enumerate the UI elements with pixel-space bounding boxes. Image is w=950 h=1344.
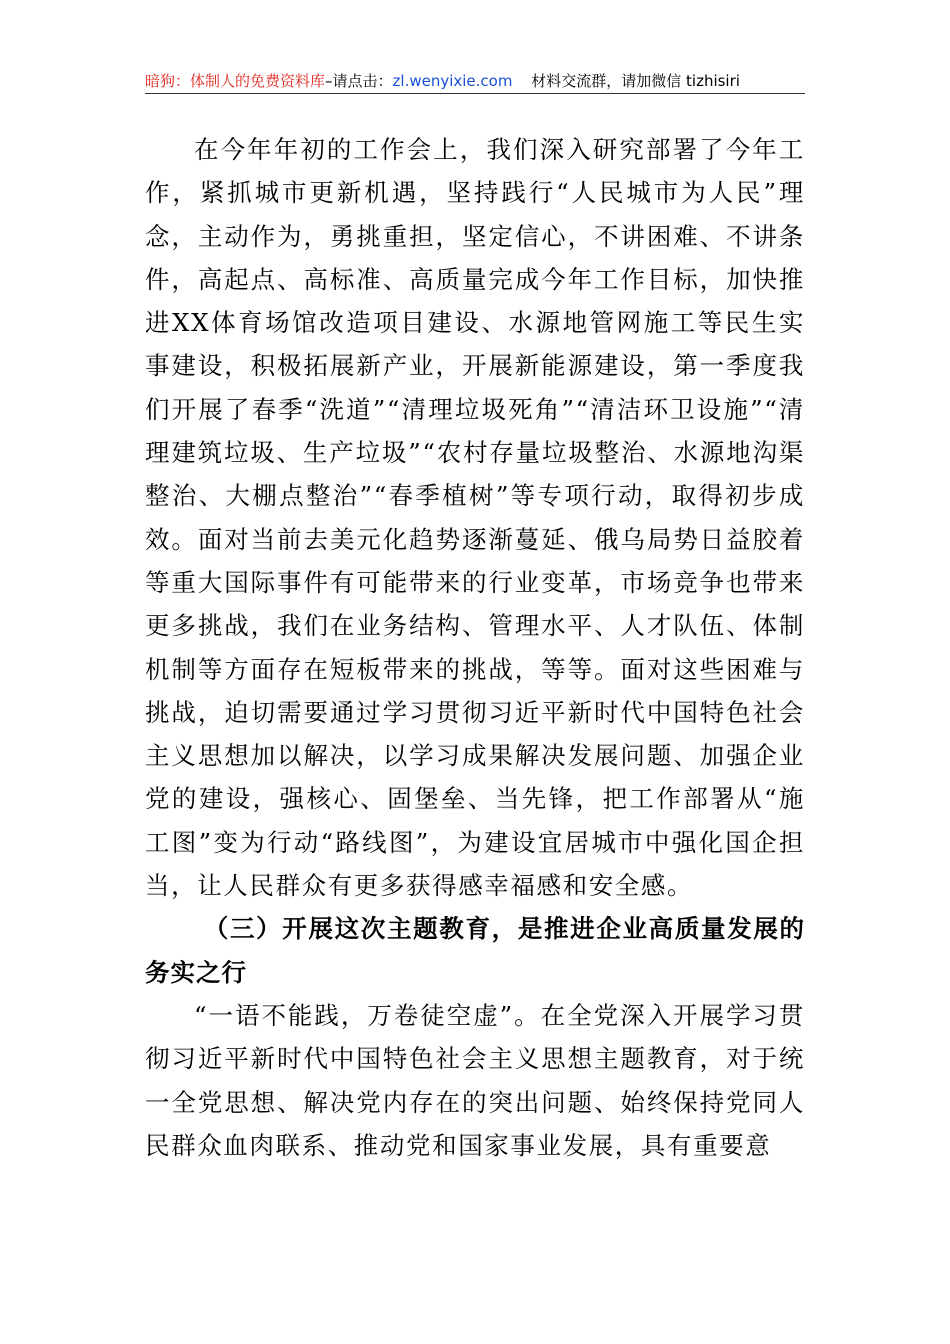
header-contact: 材料交流群，请加微信 tizhisiri	[531, 72, 740, 90]
body-paragraph: “一语不能践，万卷徒空虚”。在全党深入开展学习贯彻习近平新时代中国特色社会主义思想主题教育，对于统一全党思想、解决党内存在的突出问题、始终保持党同人民群众血肉联系、推动党和国家事业发展，具有重要意	[145, 1000, 805, 1160]
header-site-name: 暗狗：体制人的免费资料库	[145, 72, 326, 90]
page-header	[145, 70, 805, 92]
document-body	[145, 128, 805, 1167]
header-divider	[145, 93, 805, 94]
header-url-link[interactable]: zl.wenyixie.com	[392, 72, 513, 90]
section-heading: （三）开展这次主题教育，是推进企业高质量发展的务实之行	[145, 914, 805, 987]
body-paragraph: 在今年年初的工作会上，我们深入研究部署了今年工作，紧抓城市更新机遇，坚持践行“人民城市为人民”理念，主动作为，勇挑重担，坚定信心，不讲困难、不讲条件，高起点、高标准、高质量完成今年工作目标，加快推进XX体育场馆改造项目建设、水源地管网施工等民生实事建设，积极拓展新产业，开展新能源建设，第一季度我们开展了春季“洗道”“清理垃圾死角”“清洁环卫设施”“清理建筑垃圾、生产垃圾”“农村存量垃圾整治、水源地沟渠整治、大棚点整治”“春季植树”等专项行动，取得初步成效。面对当前去美元化趋势逐渐蔓延、俄乌局势日益胶着等重大国际事件有可能带来的行业变革，市场竞争也带来更多挑战，我们在业务结构、管理水平、人才队伍、体制机制等方面存在短板带来的挑战，等等。面对这些困难与挑战，迫切需要通过学习贯彻习近平新时代中国特色社会主义思想加以解决，以学习成果解决发展问题、加强企业党的建设，强核心、固堡垒、当先锋，把工作部署从“施工图”变为行动“路线图”，为建设宜居城市中强化国企担当，让人民群众有更多获得感幸福感和安全感。	[145, 135, 805, 901]
header-prompt: –请点击：	[325, 72, 393, 90]
